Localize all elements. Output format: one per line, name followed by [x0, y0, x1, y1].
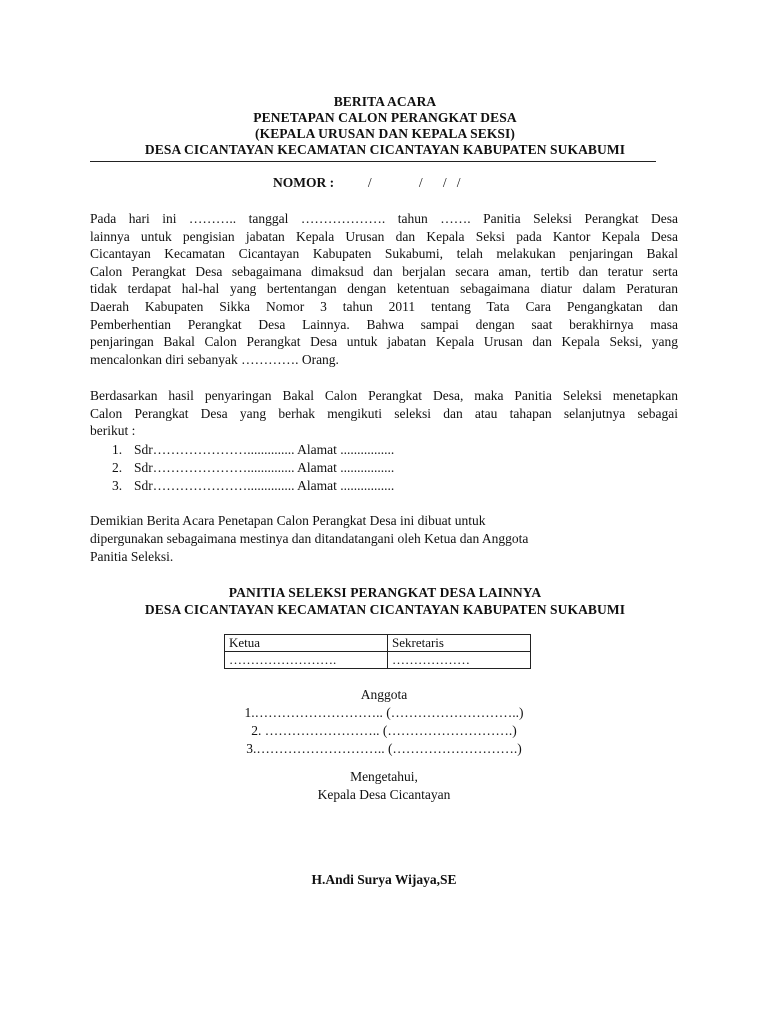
approval-label: Mengetahui,	[350, 769, 418, 784]
member-line: 3.……………………….. (……………………….)	[246, 741, 522, 756]
closing-line: dipergunakan sebagaimana mestinya dan ditandatangani oleh Ketua dan Anggota	[90, 530, 529, 546]
paragraph-line: berikut :	[90, 423, 136, 439]
nomor-value: / / / /	[334, 175, 461, 190]
committee-title: PANITIA SELEKSI PERANGKAT DESA LAINNYA	[228, 585, 542, 600]
paragraph-line: Cicantayan Kecamatan Cicantayan Kabupaten Sukabumi, telah melakukan penjaringan Bakal	[90, 246, 678, 262]
paragraph-line: Pada hari ini ……….. tanggal ………………. tahun ……. Panitia Seleksi Perangkat Desa	[90, 211, 678, 226]
signature-table	[224, 634, 531, 669]
closing-line: Demikian Berita Acara Penetapan Calon Perangkat Desa ini dibuat untuk	[90, 513, 486, 528]
paragraph-line: Calon Perangkat Desa yang berhak mengikuti seleksi dan atau tahapan selanjutnya sebagai	[90, 405, 678, 421]
candidate-list	[112, 441, 394, 494]
closing-statement	[90, 512, 528, 565]
committee-village: DESA CICANTAYAN KECAMATAN CICANTAYAN KABUPATEN SUKABUMI	[144, 602, 626, 617]
paragraph-line: tidak terdapat hal-hal yang bertentangan dengan ketentuan sebagaimana diatur dalam Peraturan	[90, 281, 678, 297]
doc-subtitle: PENETAPAN CALON PERANGKAT DESA	[253, 110, 517, 125]
list-text: Sdr………………….............. Alamat ................	[134, 442, 395, 457]
approval-role: Kepala Desa Cicantayan	[317, 787, 451, 802]
table-cell-ketua: …………………….	[225, 652, 388, 669]
paragraph-line: Pemberhentian Perangkat Desa Lainnya. Bahwa sampai dengan saat berakhirnya masa	[90, 316, 678, 332]
doc-village-heading: DESA CICANTAYAN KECAMATAN CICANTAYAN KABUPATEN SUKABUMI	[144, 142, 626, 157]
doc-title: BERITA ACARA	[333, 94, 437, 109]
members-label: Anggota	[360, 687, 408, 702]
paragraph-line: Calon Perangkat Desa sebagaimana dimaksud dan berjalan secara aman, tertib dan teratur serta	[90, 263, 678, 279]
member-line: 2. …………………….. (……………………….)	[251, 723, 517, 738]
header-divider	[90, 161, 656, 162]
village-head-name: H.Andi Surya Wijaya,SE	[311, 872, 457, 887]
paragraph-line: Daerah Kabupaten Sikka Nomor 3 tahun 2011 tentang Tata Cara Pengangkatan dan	[90, 298, 678, 314]
table-cell-sekretaris: ………………	[388, 652, 531, 669]
list-item	[112, 477, 394, 495]
table-header-ketua: Ketua	[225, 635, 388, 652]
paragraph-line: penjaringan Bakal Calon Perangkat Desa untuk jabatan Kepala Urusan dan Kepala Seksi, yang	[90, 334, 678, 350]
list-number: 3.	[112, 477, 123, 493]
closing-line: Panitia Seleksi.	[90, 548, 174, 564]
table-row	[225, 652, 531, 669]
paragraph-line: Berdasarkan hasil penyaringan Bakal Calon Perangkat Desa, maka Panitia Seleksi menetapkan	[90, 388, 678, 403]
doc-subtitle-position: (KEPALA URUSAN DAN KEPALA SEKSI)	[255, 126, 515, 141]
nomor-label: NOMOR :	[273, 175, 335, 190]
member-line: 1.……………………….. (………………………..)	[244, 705, 524, 720]
list-item	[112, 459, 394, 477]
table-header-sekretaris: Sekretaris	[388, 635, 531, 652]
table-row	[225, 635, 531, 652]
paragraph-decision	[90, 387, 678, 440]
paragraph-line: mencalonkan diri sebanyak …………. Orang.	[90, 351, 339, 367]
list-text: Sdr………………….............. Alamat ................	[134, 477, 395, 493]
paragraph-line: lainnya untuk pengisian jabatan Kepala Urusan dan Kepala Seksi pada Kantor Kepala Desa	[90, 228, 678, 244]
paragraph-opening	[90, 210, 678, 368]
list-number: 2.	[112, 459, 123, 475]
list-item	[112, 441, 394, 459]
document-number	[273, 175, 461, 191]
approval-block	[90, 768, 678, 804]
list-number: 1.	[112, 442, 123, 457]
members-block	[90, 686, 678, 758]
list-text: Sdr………………….............. Alamat ................	[134, 459, 395, 475]
